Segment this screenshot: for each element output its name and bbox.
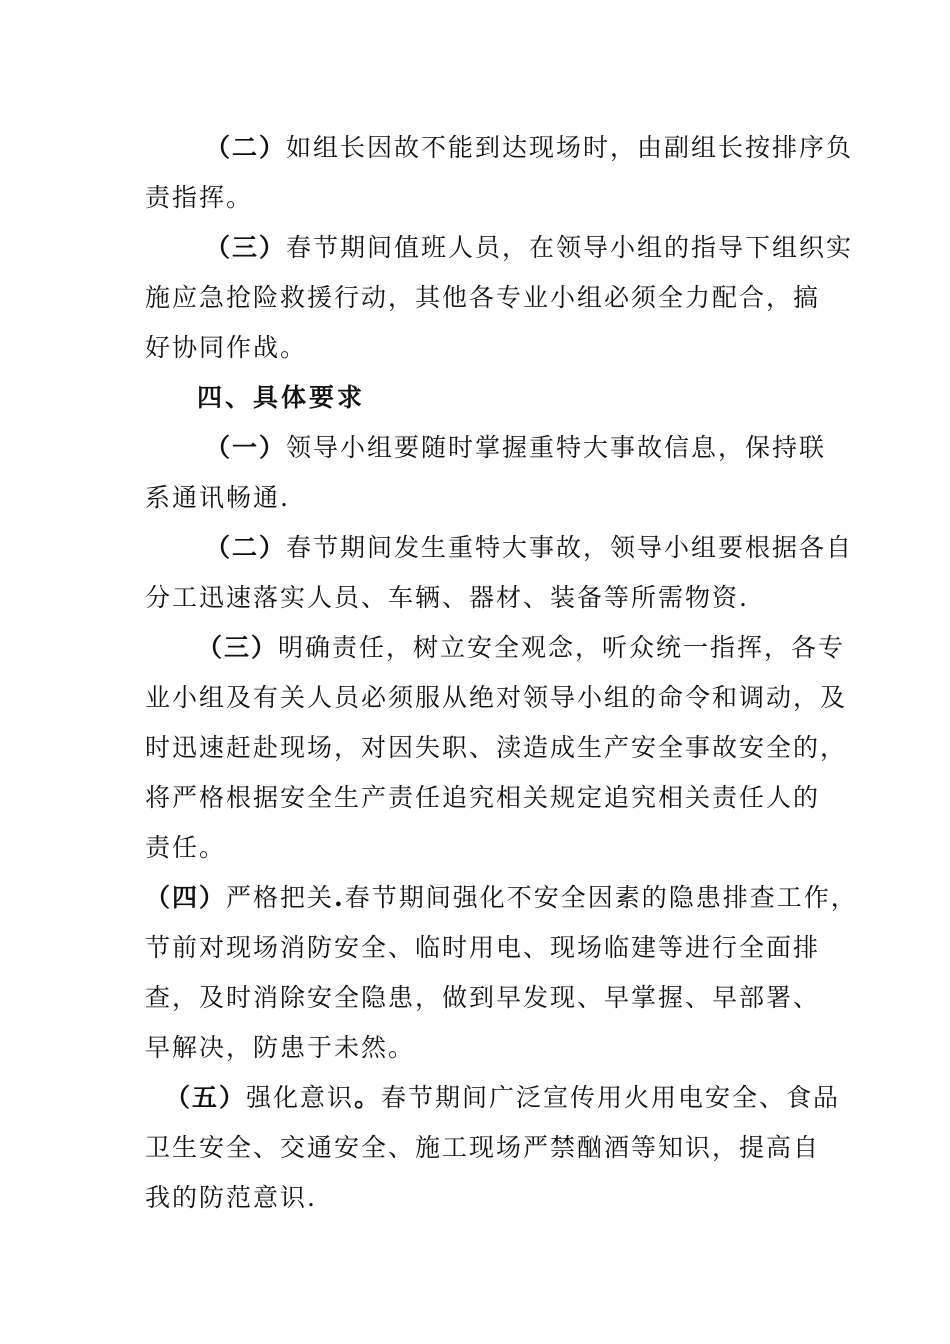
section-heading-text: 四、具体要求: [197, 383, 366, 412]
document-line: [145, 283, 820, 313]
document-line: [205, 533, 853, 563]
document-line: [197, 633, 845, 663]
item-punctuation: 。: [354, 1083, 382, 1112]
item-text: 春节期间广泛宣传用火用电安全、食品: [381, 1083, 841, 1112]
item-text: 时迅速赶赴现场，对因失职、渎造成生产安全事故安全的，: [145, 733, 848, 762]
item-text: 系通讯畅通.: [145, 483, 290, 512]
document-line: [145, 1033, 415, 1063]
document-line: [145, 733, 847, 763]
item-text: 好协同作战。: [145, 333, 308, 362]
item-text: 春节期间发生重特大事故，领导小组要根据各自: [286, 533, 854, 562]
item-text: 将严格根据安全生产责任追究相关规定追究相关责任人的: [145, 783, 821, 812]
item-text: 强化意识: [246, 1083, 355, 1112]
document-line: [165, 1083, 840, 1113]
item-text: 春节期间强化不安全因素的隐患排查工作，: [344, 883, 858, 912]
document-line: [145, 483, 290, 513]
document-line: [145, 183, 253, 213]
item-text: 业小组及有关人员必须服从绝对领导小组的命令和调动，及: [145, 683, 848, 712]
item-text: 领导小组要随时掌握重特大事故信息，保持联: [286, 433, 827, 462]
item-text: 我的防范意识.: [145, 1183, 317, 1212]
document-line: [145, 933, 820, 963]
document-line: [145, 1183, 317, 1213]
item-text: 查，及时消除安全隐患，做到早发现、早掌握、早部署、: [145, 983, 821, 1012]
document-line: [145, 333, 307, 363]
item-label: （四）: [145, 883, 227, 912]
item-punctuation: .: [334, 883, 345, 912]
section-heading: [197, 383, 365, 413]
item-label: （三）: [205, 233, 287, 262]
document-line: [145, 783, 820, 813]
item-text: 施应急抢险救援行动，其他各专业小组必须全力配合，搞: [145, 283, 821, 312]
item-text: 节前对现场消防安全、临时用电、现场临建等进行全面排: [145, 933, 821, 962]
document-line: [145, 833, 226, 863]
item-text: 明确责任，树立安全观念，听众统一指挥，各专: [278, 633, 846, 662]
document-line: [205, 433, 826, 463]
item-label: （一）: [205, 433, 287, 462]
item-label: （五）: [165, 1083, 247, 1112]
document-line: [145, 883, 858, 913]
item-text: 卫生安全、交通安全、施工现场严禁酗酒等知识，提高自: [145, 1133, 821, 1162]
document-line: [205, 133, 853, 163]
item-label: （二）: [205, 533, 287, 562]
item-label: （二）: [205, 133, 287, 162]
item-text: 如组长因故不能到达现场时，由副组长按排序负: [286, 133, 854, 162]
item-label: （三）: [197, 633, 279, 662]
document-line: [145, 983, 820, 1013]
item-text: 责任。: [145, 833, 227, 862]
item-text: 责指挥。: [145, 183, 254, 212]
document-line: [145, 583, 749, 613]
document-line: [205, 233, 853, 263]
document-line: [145, 1133, 820, 1163]
item-text: 分工迅速落实人员、车辆、器材、装备等所需物资.: [145, 583, 749, 612]
item-text: 早解决，防患于未然。: [145, 1033, 416, 1062]
item-text: 春节期间值班人员，在领导小组的指导下组织实: [286, 233, 854, 262]
document-line: [145, 683, 847, 713]
item-text: 严格把关: [226, 883, 335, 912]
